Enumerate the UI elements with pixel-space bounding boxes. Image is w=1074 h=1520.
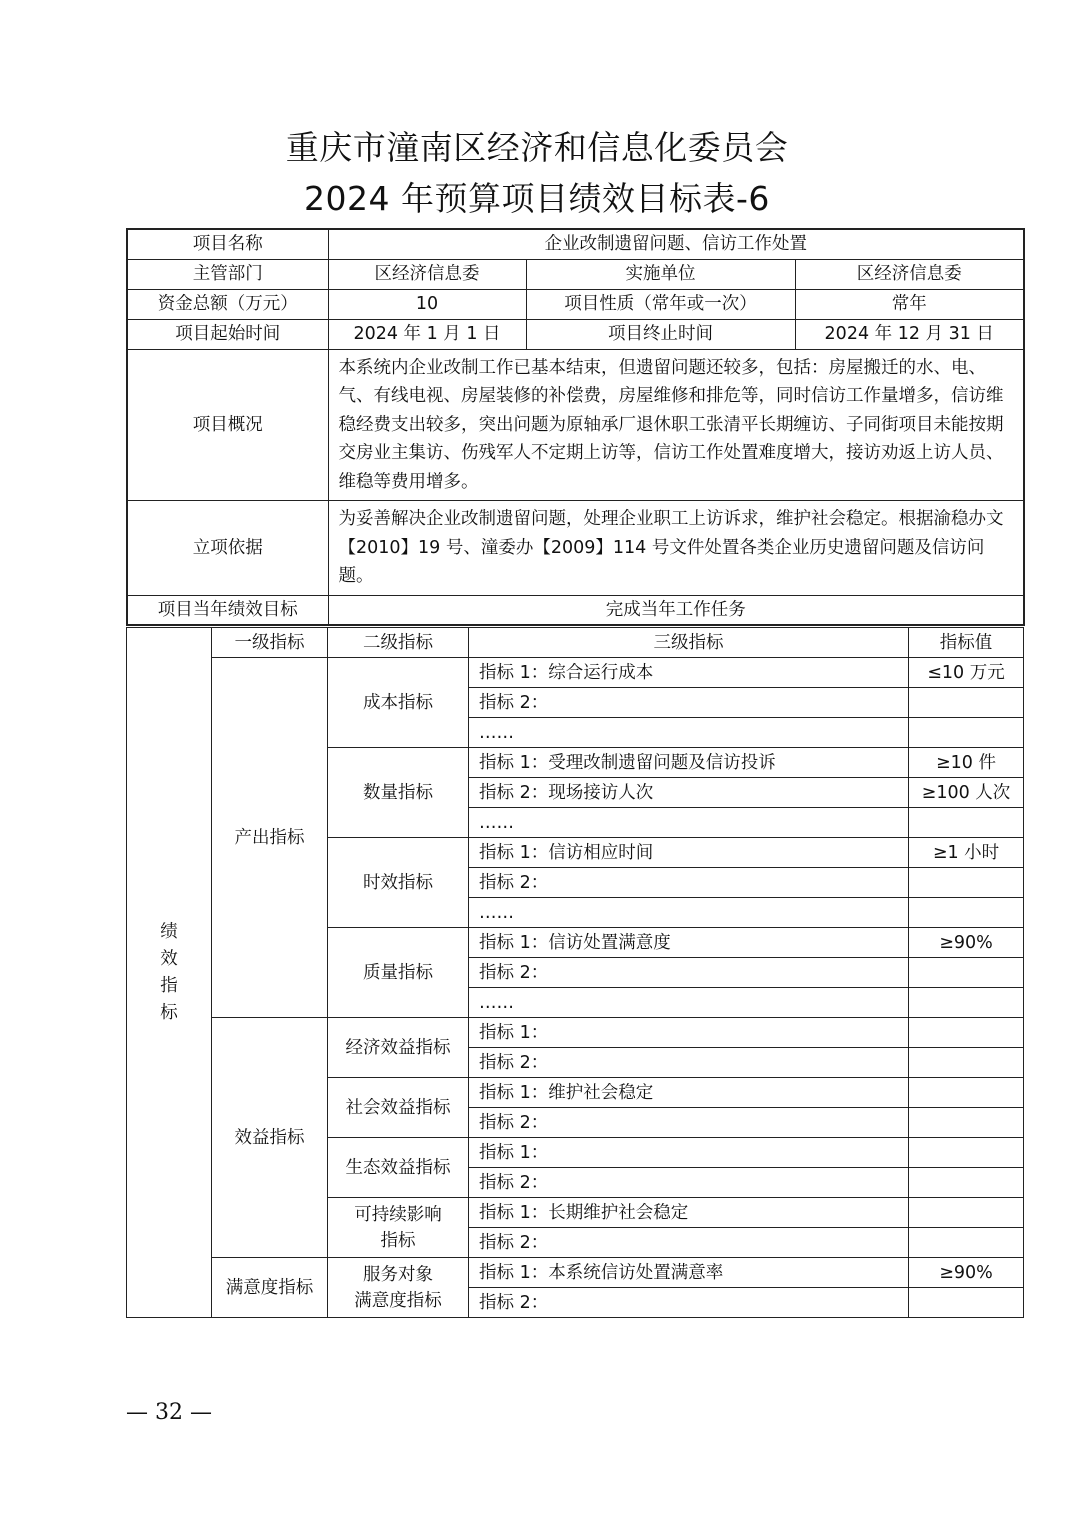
- nature-label: 项目性质（常年或一次）: [526, 289, 795, 319]
- indicator-text: 指标 2：: [469, 1108, 909, 1138]
- col-level1-header: 一级指标: [212, 628, 328, 658]
- indicator-text: 指标 1：综合运行成本: [469, 658, 909, 688]
- indicator-text: 指标 2：: [469, 1288, 909, 1318]
- indicator-value: ≥10 件: [909, 748, 1024, 778]
- impl-value: 区经济信息委: [795, 259, 1024, 289]
- timeliness-indicator: 时效指标: [328, 838, 469, 928]
- indicator-text: 指标 1：: [469, 1138, 909, 1168]
- end-value: 2024 年 12 月 31 日: [795, 319, 1024, 349]
- basis-text: 为妥善解决企业改制遗留问题，处理企业职工上访诉求，维护社会稳定。根据渝稳办文【2010】19 号、潼委办【2009】114 号文件处置各类企业历史遗留问题及信访问题。: [328, 501, 1024, 596]
- goal-value: 完成当年工作任务: [328, 595, 1024, 625]
- basis-label: 立项依据: [127, 501, 328, 596]
- service-satisfaction-indicator: 服务对象 满意度指标: [328, 1258, 469, 1318]
- indicator-text: 指标 1：信访相应时间: [469, 838, 909, 868]
- overview-label: 项目概况: [127, 349, 328, 501]
- indicator-value: [909, 688, 1024, 718]
- project-info-table: [126, 228, 1025, 626]
- indicator-value: [909, 1048, 1024, 1078]
- indicator-text: 指标 1：受理改制遗留问题及信访投诉: [469, 748, 909, 778]
- sustainable-impact-indicator: 可持续影响 指标: [328, 1198, 469, 1258]
- cost-indicator: 成本指标: [328, 658, 469, 748]
- indicator-value: [909, 1228, 1024, 1258]
- indicator-value: [909, 898, 1024, 928]
- indicator-value: ≥100 人次: [909, 778, 1024, 808]
- col-level3-header: 三级指标: [469, 628, 909, 658]
- indicator-text: ……: [469, 808, 909, 838]
- indicator-value: [909, 1288, 1024, 1318]
- performance-indicator-side-label: 绩 效 指 标: [127, 628, 212, 1318]
- indicator-text: 指标 2：: [469, 868, 909, 898]
- page-number: — 32 —: [126, 1400, 212, 1425]
- indicator-table: [126, 627, 1024, 1318]
- indicator-text: 指标 2：现场接访人次: [469, 778, 909, 808]
- indicator-text: 指标 2：: [469, 688, 909, 718]
- fund-label: 资金总额（万元）: [127, 289, 328, 319]
- indicator-value: [909, 1018, 1024, 1048]
- indicator-text: 指标 2：: [469, 1168, 909, 1198]
- indicator-value: [909, 1168, 1024, 1198]
- output-indicator: 产出指标: [212, 658, 328, 1018]
- dept-label: 主管部门: [127, 259, 328, 289]
- indicator-value: [909, 868, 1024, 898]
- document-title: 重庆市潼南区经济和信息化委员会: [285, 128, 789, 167]
- indicator-text: 指标 2：: [469, 1048, 909, 1078]
- col-level2-header: 二级指标: [328, 628, 469, 658]
- indicator-value: [909, 958, 1024, 988]
- project-name-value: 企业改制遗留问题、信访工作处置: [328, 229, 1024, 259]
- indicator-value: [909, 1198, 1024, 1228]
- dept-value: 区经济信息委: [328, 259, 526, 289]
- indicator-text: 指标 1：维护社会稳定: [469, 1078, 909, 1108]
- impl-label: 实施单位: [526, 259, 795, 289]
- indicator-text: 指标 1：信访处置满意度: [469, 928, 909, 958]
- document-subtitle: 2024 年预算项目绩效目标表-6: [304, 179, 770, 218]
- quality-indicator: 质量指标: [328, 928, 469, 1018]
- indicator-value: ≤10 万元: [909, 658, 1024, 688]
- indicator-value: ≥1 小时: [909, 838, 1024, 868]
- project-name-label: 项目名称: [127, 229, 328, 259]
- social-benefit-indicator: 社会效益指标: [328, 1078, 469, 1138]
- nature-value: 常年: [795, 289, 1024, 319]
- ecological-benefit-indicator: 生态效益指标: [328, 1138, 469, 1198]
- fund-value: 10: [328, 289, 526, 319]
- satisfaction-indicator: 满意度指标: [212, 1258, 328, 1318]
- indicator-value: [909, 808, 1024, 838]
- indicator-text: 指标 1：: [469, 1018, 909, 1048]
- indicator-text: ……: [469, 988, 909, 1018]
- col-value-header: 指标值: [909, 628, 1024, 658]
- start-value: 2024 年 1 月 1 日: [328, 319, 526, 349]
- benefit-indicator: 效益指标: [212, 1018, 328, 1258]
- start-label: 项目起始时间: [127, 319, 328, 349]
- indicator-text: 指标 2：: [469, 1228, 909, 1258]
- indicator-value: [909, 1138, 1024, 1168]
- goal-label: 项目当年绩效目标: [127, 595, 328, 625]
- indicator-text: 指标 2：: [469, 958, 909, 988]
- indicator-value: ≥90%: [909, 1258, 1024, 1288]
- indicator-value: [909, 1078, 1024, 1108]
- indicator-text: 指标 1：长期维护社会稳定: [469, 1198, 909, 1228]
- indicator-value: [909, 988, 1024, 1018]
- indicator-text: 指标 1：本系统信访处置满意率: [469, 1258, 909, 1288]
- indicator-text: ……: [469, 718, 909, 748]
- indicator-text: ……: [469, 898, 909, 928]
- indicator-value: [909, 718, 1024, 748]
- indicator-value: [909, 1108, 1024, 1138]
- overview-text: 本系统内企业改制工作已基本结束，但遗留问题还较多，包括：房屋搬迁的水、电、气、有线电视、房屋装修的补偿费，房屋维修和排危等，同时信访工作量增多，信访维稳经费支出较多，突出问题为原轴承厂退休职工张清平长期缠访、子同街项目未能按期交房业主集访、伤残军人不定期上访等，信访工作处置难度增大，接访劝返上访人员、维稳等费用增多。: [328, 349, 1024, 501]
- indicator-value: ≥90%: [909, 928, 1024, 958]
- end-label: 项目终止时间: [526, 319, 795, 349]
- economic-benefit-indicator: 经济效益指标: [328, 1018, 469, 1078]
- quantity-indicator: 数量指标: [328, 748, 469, 838]
